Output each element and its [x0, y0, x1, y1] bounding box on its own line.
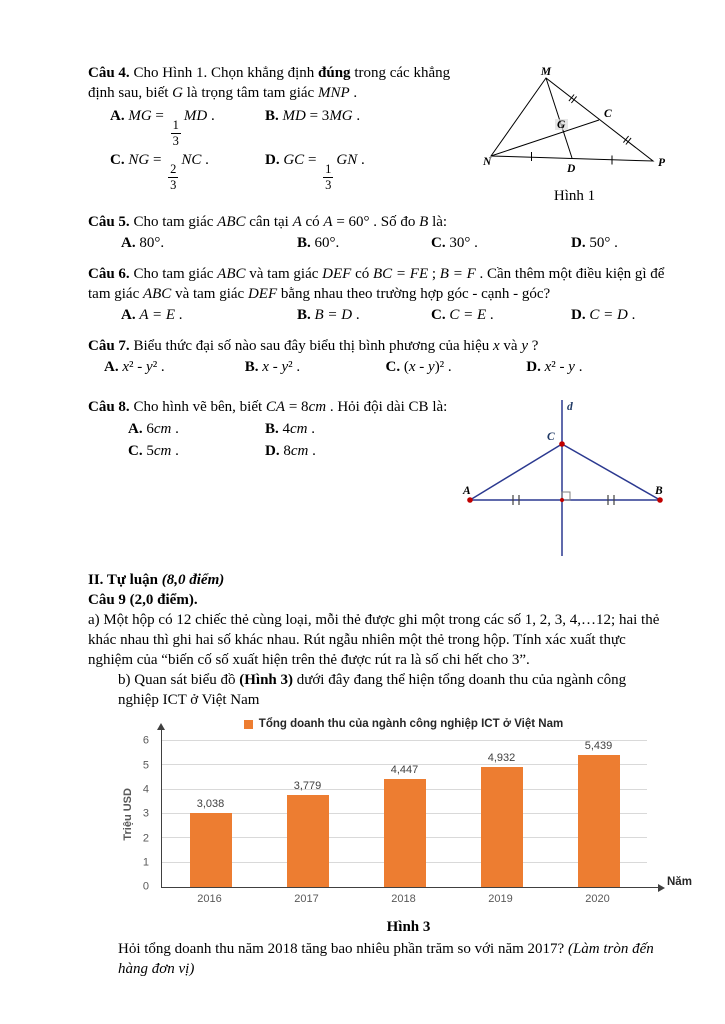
bar-2016: [190, 798, 232, 887]
centroid-label-g: G: [557, 119, 566, 131]
line-label-d: d: [567, 401, 573, 414]
question-6: [88, 265, 667, 330]
question-8-options-row-2: [128, 442, 454, 462]
point-label-a: A: [463, 485, 471, 498]
figure-hinh-8: [462, 398, 667, 567]
q4-option-d: D. GC = $\frac{1}{3}$ GN .: [265, 152, 365, 193]
question-6-text: Câu 6. Cho tam giác ABC và tam giác DEF có BC = FE ; B = F . Cần thêm một điều kiện gì để tam giác ABC và tam giác DEF bằng nhau theo trường hợp góc - cạnh - góc?: [88, 265, 665, 302]
question-4-options-row-1: [110, 107, 474, 148]
chart-yticks: [116, 734, 156, 893]
y-tick-4: 4: [142, 783, 149, 796]
q7-option-a: A. x² - y² .: [104, 358, 165, 375]
x-tick-2020: 2020: [585, 892, 610, 905]
bar-2020: [578, 739, 620, 887]
bar-slot-2016: [162, 741, 259, 887]
q8-option-c: C. 5cm .: [128, 443, 179, 460]
question-8-options-row-1: [128, 420, 454, 440]
q6-option-a: A. A = E .: [121, 306, 183, 323]
chart-legend: [161, 717, 646, 732]
bar-2017: [287, 779, 329, 887]
q8-option-b: B. 4cm .: [265, 421, 316, 438]
question-9b-question: Hỏi tổng doanh thu năm 2018 tăng bao nhiêu phần trăm so với năm 2017? (Làm tròn đến hàng đơn vị): [118, 940, 654, 977]
y-tick-2: 2: [142, 831, 149, 844]
q8-option-d: D. 8cm .: [265, 443, 316, 460]
legend-label: Tổng doanh thu của ngành công nghiệp ICT ở Việt Nam: [258, 717, 564, 730]
x-tick-2018: 2018: [391, 892, 416, 905]
question-8: [88, 398, 667, 567]
triangle-mnp-lines: [491, 78, 653, 165]
question-4: [88, 64, 667, 207]
bar-2018: [384, 763, 426, 887]
question-5-text: Câu 5. Cho tam giác ABC cân tại A có A = 60° . Số đo B là:: [88, 213, 448, 230]
y-tick-1: 1: [142, 856, 149, 869]
question-9a-text: a) Một hộp có 12 chiếc thẻ cùng loại, mỗi thẻ được ghi một trong các số 1, 2, 3, 4,…12; hai thẻ khác nhau thì ghi hai số khác nhau. Rút ngẫu nhiên một thẻ trong hộp. Tính xác xuất thực nghiệm của “biến cố số xuất hiện trên thẻ được rút ra là số chi hết cho 3”.: [88, 612, 660, 669]
bar-slot-2017: [259, 741, 356, 887]
x-axis-arrow-icon: [658, 884, 665, 892]
bar-slot-2018: [356, 741, 453, 887]
section-2-heading: II. Tự luận (8,0 điểm): [88, 572, 225, 589]
question-7: [88, 337, 667, 382]
figure-hinh-1: [482, 64, 667, 207]
chart-hinh-3: [116, 717, 701, 915]
bar-value-2016: 3,038: [196, 798, 225, 811]
q5-option-a: A. 80°.: [121, 234, 165, 251]
y-tick-5: 5: [142, 758, 149, 771]
vertex-label-m: M: [540, 66, 552, 78]
legend-swatch-icon: [244, 720, 253, 729]
q5-option-b: B. 60°.: [297, 234, 340, 251]
point-label-d: D: [567, 163, 576, 175]
bar-2019: [481, 751, 523, 887]
q6-option-c: C. C = E .: [431, 306, 494, 323]
bar-slot-2020: [550, 741, 647, 887]
y-tick-3: 3: [142, 807, 149, 820]
q4-option-c: C. NG = $\frac{2}{3}$ NC .: [110, 152, 209, 193]
q7-option-d: D. x² - y .: [526, 358, 583, 375]
question-4-options-row-2: [110, 151, 474, 192]
point-label-c: C: [604, 108, 612, 120]
question-5-options: [121, 234, 667, 254]
chart-plot: [161, 741, 647, 888]
q7-option-c: C. (x - y)² .: [385, 358, 452, 375]
vertex-label-p: P: [658, 157, 666, 169]
chart-y-axis-title: Triệu USD: [121, 787, 134, 841]
triangle-mnp-figure: [482, 64, 667, 178]
q5-option-c: C. 30° .: [431, 234, 478, 251]
question-9b-text: b) Quan sát biểu đồ (Hình 3) dưới đây đang thể hiện tổng doanh thu của ngành công nghiệp ICT ở Việt Nam: [118, 672, 627, 708]
q8-option-a: A. 6cm .: [128, 421, 179, 438]
point-dots: [467, 442, 663, 504]
y-axis-arrow-icon: [157, 723, 165, 730]
q4-option-a: A. MG = $\frac{1}{3}$ MD .: [110, 107, 215, 148]
point-label-b: B: [655, 485, 663, 498]
x-tick-2017: 2017: [294, 892, 319, 905]
bar-value-2018: 4,447: [390, 763, 419, 776]
bar-slot-2019: [453, 741, 550, 887]
point-label-c8: C: [547, 431, 555, 444]
triangle-acb-lines: [470, 400, 660, 556]
y-tick-0: 0: [142, 880, 149, 893]
q6-option-d: D. C = D .: [571, 306, 636, 323]
vertex-label-n: N: [483, 156, 492, 168]
q6-option-b: B. B = D .: [297, 306, 360, 323]
q4-option-b: B. MD = 3MG .: [265, 107, 361, 124]
x-tick-2019: 2019: [488, 892, 513, 905]
chart-x-axis-title: Năm: [667, 875, 692, 888]
question-4-text: Câu 4. Cho Hình 1. Chọn khẳng định đúng trong các khẳng định sau, biết G là trọng tâm tam giác MNP .: [88, 65, 451, 101]
q7-option-b: B. x - y² .: [244, 358, 301, 375]
question-6-options: [121, 306, 667, 326]
x-tick-2016: 2016: [197, 892, 222, 905]
bar-value-2020: 5,439: [584, 739, 613, 752]
question-5: [88, 213, 667, 258]
figure-1-caption: Hình 1: [553, 187, 596, 204]
question-9-heading: Câu 9 (2,0 điểm).: [88, 592, 198, 609]
question-8-text: Câu 8. Cho hình vẽ bên, biết CA = 8cm . Hỏi đội dài CB là:: [88, 399, 448, 416]
y-tick-6: 6: [142, 734, 149, 747]
triangle-acb-figure: [462, 398, 667, 560]
q5-option-d: D. 50° .: [571, 234, 618, 251]
bar-value-2017: 3,779: [293, 779, 322, 792]
chart-xticks: [161, 892, 646, 907]
figure-3-caption: Hình 3: [386, 918, 431, 935]
section-2: [88, 571, 692, 979]
question-7-options: [104, 358, 667, 378]
bar-value-2019: 4,932: [487, 751, 516, 764]
question-7-text: Câu 7. Biểu thức đại số nào sau đây biểu thị bình phương của hiệu x và y ?: [88, 337, 539, 354]
